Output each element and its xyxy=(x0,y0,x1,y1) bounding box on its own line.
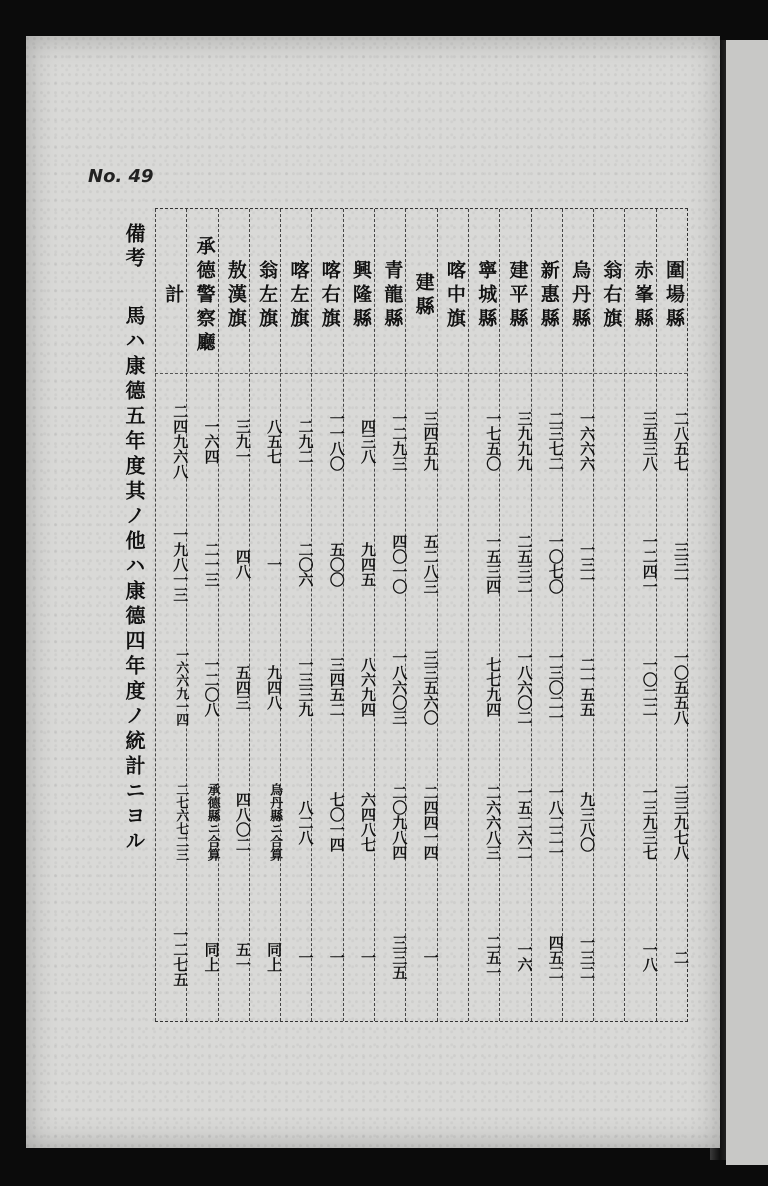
region-name: 翁左旗 xyxy=(256,260,279,332)
table-cell: 三五三八 xyxy=(640,411,659,471)
table-cell: 二五一 xyxy=(484,934,503,980)
table-cell: 一 xyxy=(296,949,315,965)
region-name: 烏丹縣 xyxy=(569,260,592,332)
table-cell: 二六六八三 xyxy=(484,784,503,860)
table-cell xyxy=(594,897,625,1017)
table-cell: 一三九三七 xyxy=(640,784,659,860)
table-cell: 一三三九 xyxy=(296,657,315,717)
region-name: 敖漢旗 xyxy=(224,260,247,332)
region-name: 興隆縣 xyxy=(350,260,373,332)
table-cell: 一 xyxy=(265,556,284,572)
table-cell: 一八 xyxy=(640,942,659,972)
table-cell: 九四八 xyxy=(265,664,284,710)
table-cell: 一二九三 xyxy=(390,411,409,471)
table-column xyxy=(499,209,534,1021)
table-cell: 四三八 xyxy=(359,418,378,464)
table-cell: 三九九九 xyxy=(515,411,534,471)
table-column xyxy=(218,209,250,1021)
table-cell: 一〇二二 xyxy=(640,657,659,717)
region-name: 計 xyxy=(162,284,185,308)
table-cell: 一六六九一四 xyxy=(173,648,189,726)
table-cell: 同上 xyxy=(265,942,284,972)
region-name: 承德警察廳 xyxy=(193,236,216,356)
table-cell: 一八二二一 xyxy=(546,784,565,860)
table-cell: 五一 xyxy=(233,942,252,972)
table-cell: 三四五九 xyxy=(421,411,440,471)
table-cell: 八六九四 xyxy=(359,657,378,717)
table-cell: 七七九四 xyxy=(484,657,503,717)
table-cell: 一〇七〇 xyxy=(546,534,565,594)
region-name: 喀右旗 xyxy=(318,260,341,332)
table-cell: 一二四一 xyxy=(640,534,659,594)
table-column xyxy=(155,209,190,1021)
table-cell: 二 xyxy=(671,949,690,965)
table-column xyxy=(656,209,688,1021)
remarks-column xyxy=(100,205,160,1035)
table-cell: 一三一 xyxy=(578,541,597,587)
remarks-label: 備考 xyxy=(122,223,146,271)
table-cell xyxy=(594,627,625,747)
table-cell: 一〇五五八 xyxy=(671,649,690,725)
table-cell: 一九八一三 xyxy=(171,526,190,602)
table-column xyxy=(343,209,378,1021)
table-cell: 一六 xyxy=(515,942,534,972)
table-column xyxy=(437,209,469,1021)
region-name: 寧城縣 xyxy=(475,260,498,332)
table-cell: 五二八三 xyxy=(421,534,440,594)
table-cell: 二七六七二三 xyxy=(173,783,189,861)
table-column xyxy=(186,209,221,1021)
table-column xyxy=(593,209,625,1021)
table-column xyxy=(531,209,563,1021)
table-cell: 三三五六〇 xyxy=(421,649,440,725)
table-cell: 三三一 xyxy=(671,541,690,587)
table-cell: 五〇〇 xyxy=(327,541,346,587)
table-cell xyxy=(438,377,469,505)
table-column xyxy=(624,209,659,1021)
region-name: 喀左旗 xyxy=(287,260,310,332)
table-cell: 五四三 xyxy=(233,664,252,710)
table-cell xyxy=(438,509,469,619)
table-cell: 八五七 xyxy=(265,418,284,464)
region-name: 新惠縣 xyxy=(537,260,560,332)
table-cell: 二〇六 xyxy=(296,541,315,587)
table-cell: 四八〇二 xyxy=(233,792,252,852)
next-page-edge xyxy=(726,40,768,1165)
table-cell: 六四八七 xyxy=(359,792,378,852)
table-cell: 二四四一四 xyxy=(421,784,440,860)
region-name: 翁右旗 xyxy=(600,260,623,332)
table-cell xyxy=(594,509,625,619)
table-column xyxy=(468,209,503,1021)
table-cell: 烏丹縣ニ合算 xyxy=(267,783,283,861)
table-cell xyxy=(438,897,469,1017)
table-column xyxy=(562,209,597,1021)
table-cell: 二三七二 xyxy=(546,411,565,471)
table-cell: 七〇一四 xyxy=(327,792,346,852)
table-cell: 四五二 xyxy=(546,934,565,980)
remarks-text: 馬ハ康德五年度其ノ他ハ康德四年度ノ統計ニヨル xyxy=(122,305,146,855)
table-cell: 三四五二 xyxy=(327,657,346,717)
region-name: 喀中旗 xyxy=(443,260,466,332)
table-cell: 二〇九八四 xyxy=(390,784,409,860)
table-cell: 一 xyxy=(327,949,346,965)
statistics-table xyxy=(155,208,688,1022)
table-cell: 一 xyxy=(359,949,378,965)
region-name: 圍場縣 xyxy=(662,260,685,332)
table-cell: 九四五 xyxy=(359,541,378,587)
table-cell: 八二八 xyxy=(296,799,315,845)
table-cell: 二一五五 xyxy=(578,657,597,717)
table-cell: 二四九六八 xyxy=(171,403,190,479)
table-cell: 一六四 xyxy=(202,418,221,464)
region-name: 青龍縣 xyxy=(381,260,404,332)
region-name: 赤峯縣 xyxy=(631,260,654,332)
table-cell: 一八六〇二 xyxy=(515,649,534,725)
table-column xyxy=(249,209,284,1021)
table-column xyxy=(280,209,315,1021)
table-cell: 三九一 xyxy=(233,418,252,464)
table-column xyxy=(405,209,440,1021)
table-column xyxy=(374,209,409,1021)
table-cell: 九三八〇 xyxy=(578,792,597,852)
table-cell: 四〇一〇 xyxy=(390,534,409,594)
table-cell: 三三九七八 xyxy=(671,784,690,860)
table-cell: 一一八〇 xyxy=(327,411,346,471)
table-cell: 四八 xyxy=(233,549,252,579)
page-number: No. 49 xyxy=(88,166,154,187)
table-cell: 二一三 xyxy=(202,541,221,587)
table-cell: 一五二六二 xyxy=(515,784,534,860)
table-cell: 一五三四 xyxy=(484,534,503,594)
table-cell: 同上 xyxy=(202,942,221,972)
table-cell xyxy=(438,757,469,887)
table-cell: 承德縣ニ合算 xyxy=(204,783,220,861)
region-name: 建平縣 xyxy=(506,260,529,332)
table-cell: 一二〇八 xyxy=(202,657,221,717)
table-cell: 二九二 xyxy=(296,418,315,464)
table-cell: 一 xyxy=(421,949,440,965)
table-cell: 一七五〇 xyxy=(484,411,503,471)
region-name: 建縣 xyxy=(412,272,435,320)
table-cell xyxy=(594,377,625,505)
table-cell: 三三五 xyxy=(390,934,409,980)
table-cell: 一二七五 xyxy=(171,927,190,987)
table-cell: 一三〇二一 xyxy=(546,649,565,725)
table-cell: 一八六〇三 xyxy=(390,649,409,725)
table-cell xyxy=(594,757,625,887)
table-cell: 一六六六 xyxy=(578,411,597,471)
table-cell: 一三二 xyxy=(578,934,597,980)
table-column xyxy=(311,209,346,1021)
table-cell: 二五三二 xyxy=(515,534,534,594)
table-cell: 二八五七 xyxy=(671,411,690,471)
table-cell xyxy=(438,627,469,747)
